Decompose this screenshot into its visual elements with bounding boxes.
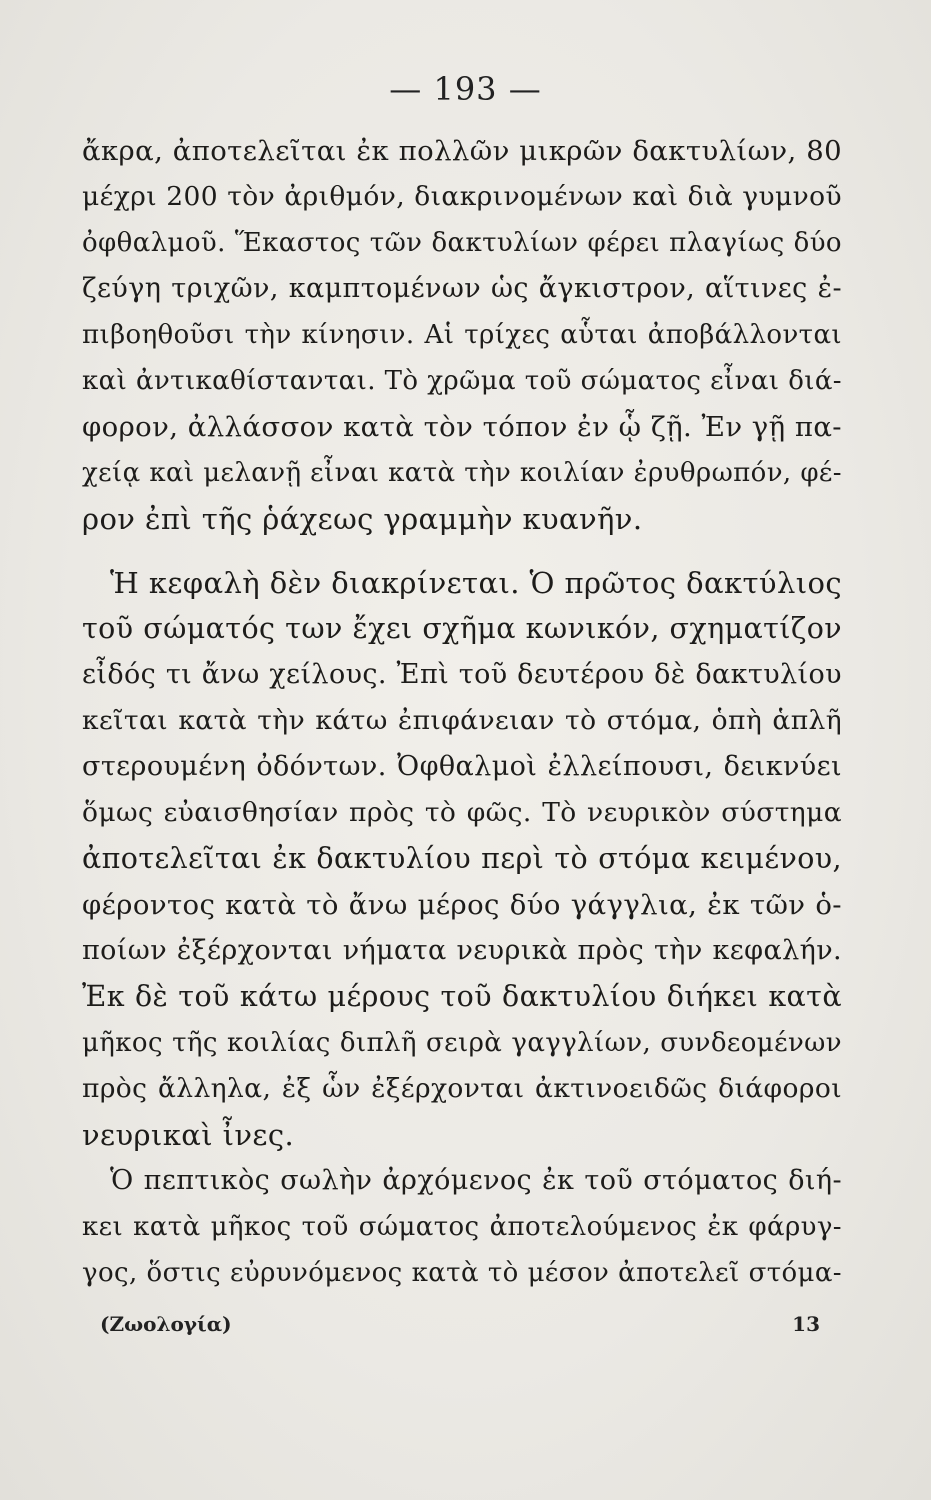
text-line: ζεύγη τριχῶν, καμπτομένων ὡς ἄγκιστρον, αἵτινες ἐ- [82, 273, 842, 304]
text-line: Ἐκ δὲ τοῦ κάτω μέρους τοῦ δακτυλίου διήκει κατὰ [82, 980, 842, 1013]
text-line: κεῖται κατὰ τὴν κάτω ἐπιφάνειαν τὸ στόμα, ὁπὴ ἁπλῆ [82, 705, 842, 736]
paragraph-2 [82, 560, 842, 1158]
text-line: ὀφθαλμοῦ. Ἕκαστος τῶν δακτυλίων φέρει πλαγίως δύο [82, 228, 842, 258]
text-line: κει κατὰ μῆκος τοῦ σώματος ἀποτελούμενος ἐκ φάρυγ- [82, 1212, 842, 1242]
text-line: ἀποτελεῖται ἐκ δακτυλίου περὶ τὸ στόμα κειμένου, [82, 842, 842, 875]
text-line: γος, ὅστις εὐρυνόμενος κατὰ τὸ μέσον ἀποτελεῖ στόμα- [82, 1258, 842, 1288]
text-line: Ἡ κεφαλὴ δὲν διακρίνεται. Ὁ πρῶτος δακτύλιος [110, 566, 842, 600]
text-line: ρον ἐπὶ τῆς ῥάχεως γραμμὴν κυανῆν. [82, 502, 643, 536]
paragraph-3 [82, 1158, 842, 1296]
text-line: μῆκος τῆς κοιλίας διπλῆ σειρὰ γαγγλίων, συνδεομένων [82, 1028, 842, 1058]
text-line: πιβοηθοῦσι τὴν κίνησιν. Αἱ τρίχες αὗται ἀποβάλλονται [82, 320, 842, 350]
footer-signature-mark: 13 [792, 1312, 820, 1336]
text-line: Ὁ πεπτικὸς σωλὴν ἀρχόμενος ἐκ τοῦ στόματος διή- [110, 1165, 842, 1196]
text-line: νευρικαὶ ἶνες. [82, 1118, 295, 1152]
text-line: στερουμένη ὀδόντων. Ὀφθαλμοὶ ἐλλείπουσι, δεικνύει [82, 751, 842, 782]
text-line: τοῦ σώματός των ἔχει σχῆμα κωνικόν, σχηματίζον [82, 612, 842, 645]
text-line: μέχρι 200 τὸν ἀριθμόν, διακρινομένων καὶ διὰ γυμνοῦ [82, 181, 842, 212]
text-line: χείᾳ καὶ μελανῇ εἶναι κατὰ τὴν κοιλίαν ἐρυθρωπόν, φέ- [82, 458, 842, 488]
text-line: εἶδός τι ἄνω χείλους. Ἐπὶ τοῦ δευτέρου δὲ δακτυλίου [82, 659, 842, 690]
text-line: ἄκρα, ἀποτελεῖται ἐκ πολλῶν μικρῶν δακτυλίων, 80 [82, 135, 842, 167]
text-line: ὅμως εὐαισθησίαν πρὸς τὸ φῶς. Τὸ νευρικὸν σύστημα [82, 797, 842, 828]
text-line: καὶ ἀντικαθίστανται. Τὸ χρῶμα τοῦ σώματος εἶναι διά- [82, 366, 842, 396]
page-number: — 193 — [389, 70, 542, 108]
paragraph-1 [82, 128, 842, 542]
text-line: πρὸς ἄλληλα, ἐξ ὧν ἐξέρχονται ἀκτινοειδῶς διάφοροι [82, 1073, 842, 1104]
text-line: φορον, ἀλλάσσον κατὰ τὸν τόπον ἐν ᾧ ζῇ. Ἐν γῇ πα- [82, 411, 842, 443]
footer-book-title: (Ζωολογία) [100, 1312, 232, 1336]
text-line: φέροντος κατὰ τὸ ἄνω μέρος δύο γάγγλια, ἐκ τῶν ὁ- [82, 889, 842, 921]
text-line: ποίων ἐξέρχονται νήματα νευρικὰ πρὸς τὴν κεφαλήν. [82, 935, 842, 966]
